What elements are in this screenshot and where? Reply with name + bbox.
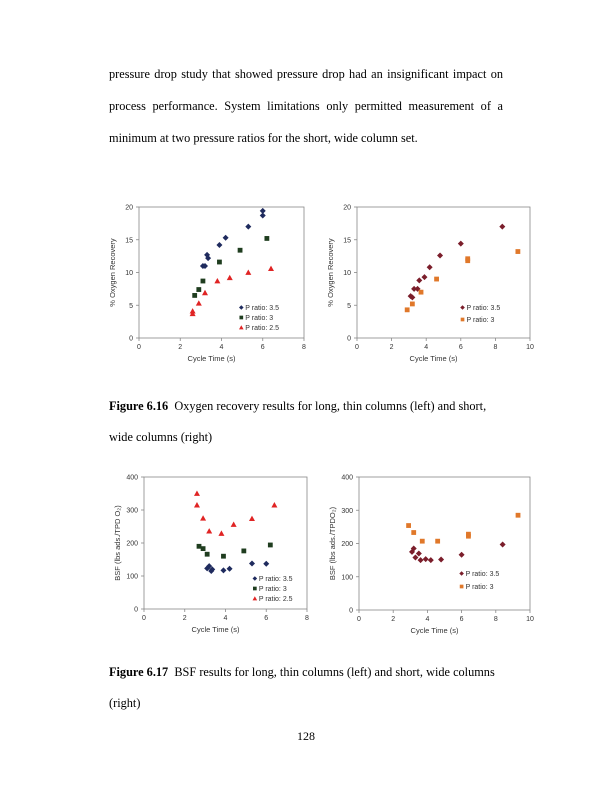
data-point	[201, 546, 206, 551]
y-tick-label: 400	[341, 474, 353, 482]
legend-label: P ratio: 3.5	[245, 305, 280, 312]
data-point	[249, 516, 255, 521]
legend-label: P ratio: 3.5	[258, 576, 293, 583]
x-tick-label: 0	[137, 344, 141, 351]
y-axis-title: % Oxygen Recovery	[326, 238, 335, 307]
data-point	[421, 274, 427, 280]
data-point	[214, 278, 220, 283]
data-point	[516, 513, 521, 518]
legend-label: P ratio: 3	[466, 317, 495, 324]
data-point	[194, 491, 200, 496]
y-tick-label: 200	[126, 540, 138, 548]
legend-label: P ratio: 3.5	[465, 571, 500, 578]
legend-marker	[253, 576, 258, 581]
y-tick-label: 10	[343, 270, 351, 277]
plot-frame	[139, 207, 304, 338]
legend-label: P ratio: 2.5	[245, 325, 280, 332]
y-tick-label: 5	[129, 302, 133, 310]
legend-label: P ratio: 3	[258, 586, 287, 593]
data-point	[459, 552, 465, 558]
data-point	[206, 528, 212, 533]
x-axis-title: Cycle Time (s)	[409, 354, 458, 363]
y-tick-label: 20	[343, 204, 351, 212]
data-point	[190, 308, 196, 313]
data-point	[419, 290, 424, 295]
y-tick-label: 20	[125, 204, 133, 212]
x-tick-label: 0	[355, 344, 359, 351]
data-point	[205, 552, 210, 557]
data-point	[416, 277, 422, 283]
oxygen-recovery-short-wide-chart	[322, 198, 537, 370]
data-point	[438, 556, 444, 562]
data-point	[420, 539, 425, 544]
data-point	[200, 515, 206, 520]
data-point	[264, 236, 269, 241]
data-point	[245, 270, 251, 275]
y-tick-label: 15	[125, 237, 133, 245]
x-tick-label: 2	[391, 616, 396, 623]
y-tick-label: 300	[126, 507, 138, 515]
y-tick-label: 0	[349, 607, 353, 615]
y-tick-label: 100	[341, 574, 353, 582]
y-tick-label: 0	[347, 335, 351, 343]
data-point	[249, 560, 255, 566]
data-point	[428, 557, 434, 563]
data-point	[217, 260, 222, 265]
data-point	[263, 561, 269, 567]
y-tick-label: 15	[343, 237, 351, 245]
body-paragraph: pressure drop study that showed pressure drop had an insignificant impact on process performance. System limitations only permitted measurement of a minimum at two pressure ratios for the short, wide column set.	[109, 67, 503, 145]
data-point	[192, 293, 197, 298]
y-tick-label: 200	[341, 541, 353, 548]
data-point	[405, 307, 410, 312]
figure-label: Figure 6.16	[109, 399, 169, 413]
data-point	[196, 300, 202, 305]
x-tick-label: 10	[526, 344, 534, 351]
data-point	[406, 523, 411, 528]
x-tick-label: 10	[526, 616, 534, 623]
data-point	[437, 252, 443, 258]
data-point	[500, 541, 506, 547]
y-tick-label: 0	[129, 335, 133, 343]
x-tick-label: 8	[493, 344, 498, 351]
x-tick-label: 8	[305, 615, 309, 622]
data-point	[231, 522, 237, 527]
data-point	[268, 543, 273, 548]
data-point	[220, 567, 226, 573]
legend-marker	[460, 305, 465, 310]
bsf-short-wide-chart	[322, 468, 537, 640]
legend-marker	[239, 305, 244, 310]
x-tick-label: 8	[302, 344, 306, 351]
data-point	[260, 208, 266, 214]
page-number: 128	[297, 729, 315, 743]
x-tick-label: 0	[142, 615, 146, 622]
data-point	[227, 566, 233, 572]
x-tick-label: 8	[493, 616, 498, 623]
x-axis-title: Cycle Time (s)	[410, 626, 459, 635]
y-tick-label: 0	[134, 606, 138, 614]
legend-marker	[239, 316, 243, 320]
legend-marker	[239, 325, 244, 329]
y-tick-label: 100	[126, 573, 138, 581]
y-axis-title: BSF (lbs ads./TPDO₂)	[328, 506, 337, 581]
data-point	[411, 530, 416, 535]
caption-text: Oxygen recovery results for long, thin columns (left) and short, wide columns (right)	[109, 399, 487, 444]
data-point	[196, 287, 201, 292]
data-point	[268, 266, 274, 271]
legend-marker	[253, 587, 257, 591]
y-tick-label: 10	[125, 270, 133, 277]
x-tick-label: 4	[223, 615, 228, 622]
x-tick-label: 4	[425, 616, 430, 623]
data-point	[221, 554, 226, 559]
data-point	[465, 256, 470, 261]
data-point	[435, 539, 440, 544]
y-tick-label: 5	[347, 302, 351, 310]
x-tick-label: 6	[459, 616, 464, 623]
legend-label: P ratio: 2.5	[258, 596, 293, 603]
data-point	[410, 302, 415, 307]
data-point	[412, 554, 418, 560]
x-tick-label: 2	[178, 344, 183, 351]
legend-label: P ratio: 3	[245, 315, 274, 322]
data-point	[194, 502, 200, 507]
legend-marker	[460, 585, 464, 589]
data-point	[238, 248, 243, 253]
legend-marker	[253, 596, 258, 600]
x-tick-label: 4	[219, 344, 224, 351]
figure-label: Figure 6.17	[109, 665, 169, 679]
data-point	[423, 556, 429, 562]
x-tick-label: 6	[458, 344, 463, 351]
data-point	[223, 235, 229, 241]
x-tick-label: 0	[357, 616, 361, 623]
y-axis-title: % Oxygen Recovery	[108, 238, 117, 307]
x-tick-label: 2	[182, 615, 187, 622]
x-tick-label: 2	[389, 344, 394, 351]
y-axis-title: BSF (lbs ads./TPD O₂)	[113, 505, 122, 581]
figure-6-16-caption	[109, 391, 509, 453]
data-point	[515, 249, 520, 254]
data-point	[202, 290, 208, 295]
legend-marker	[459, 571, 464, 576]
x-tick-label: 4	[424, 344, 429, 351]
data-point	[427, 264, 433, 270]
x-tick-label: 6	[260, 344, 265, 351]
caption-text: BSF results for long, thin columns (left) and short, wide columns (right)	[109, 665, 495, 710]
data-point	[418, 557, 424, 563]
data-point	[416, 550, 422, 556]
data-point	[201, 279, 206, 284]
data-point	[458, 241, 464, 247]
legend-label: P ratio: 3.5	[466, 305, 501, 312]
figure-6-17-caption	[109, 657, 509, 719]
data-point	[466, 532, 471, 537]
data-point	[241, 549, 246, 554]
data-point	[271, 502, 277, 507]
y-tick-label: 300	[341, 507, 353, 515]
data-point	[434, 277, 439, 282]
bsf-long-thin-chart	[108, 468, 313, 640]
legend-marker	[461, 318, 465, 322]
oxygen-recovery-long-thin-chart	[108, 198, 313, 370]
data-point	[216, 242, 222, 248]
x-axis-title: Cycle Time (s)	[187, 354, 236, 363]
data-point	[499, 224, 505, 230]
y-tick-label: 400	[126, 474, 138, 482]
x-tick-label: 6	[264, 615, 269, 622]
data-point	[227, 275, 233, 280]
x-axis-title: Cycle Time (s)	[191, 625, 240, 634]
data-point	[218, 530, 224, 535]
data-point	[245, 224, 251, 230]
legend-label: P ratio: 3	[465, 584, 494, 591]
